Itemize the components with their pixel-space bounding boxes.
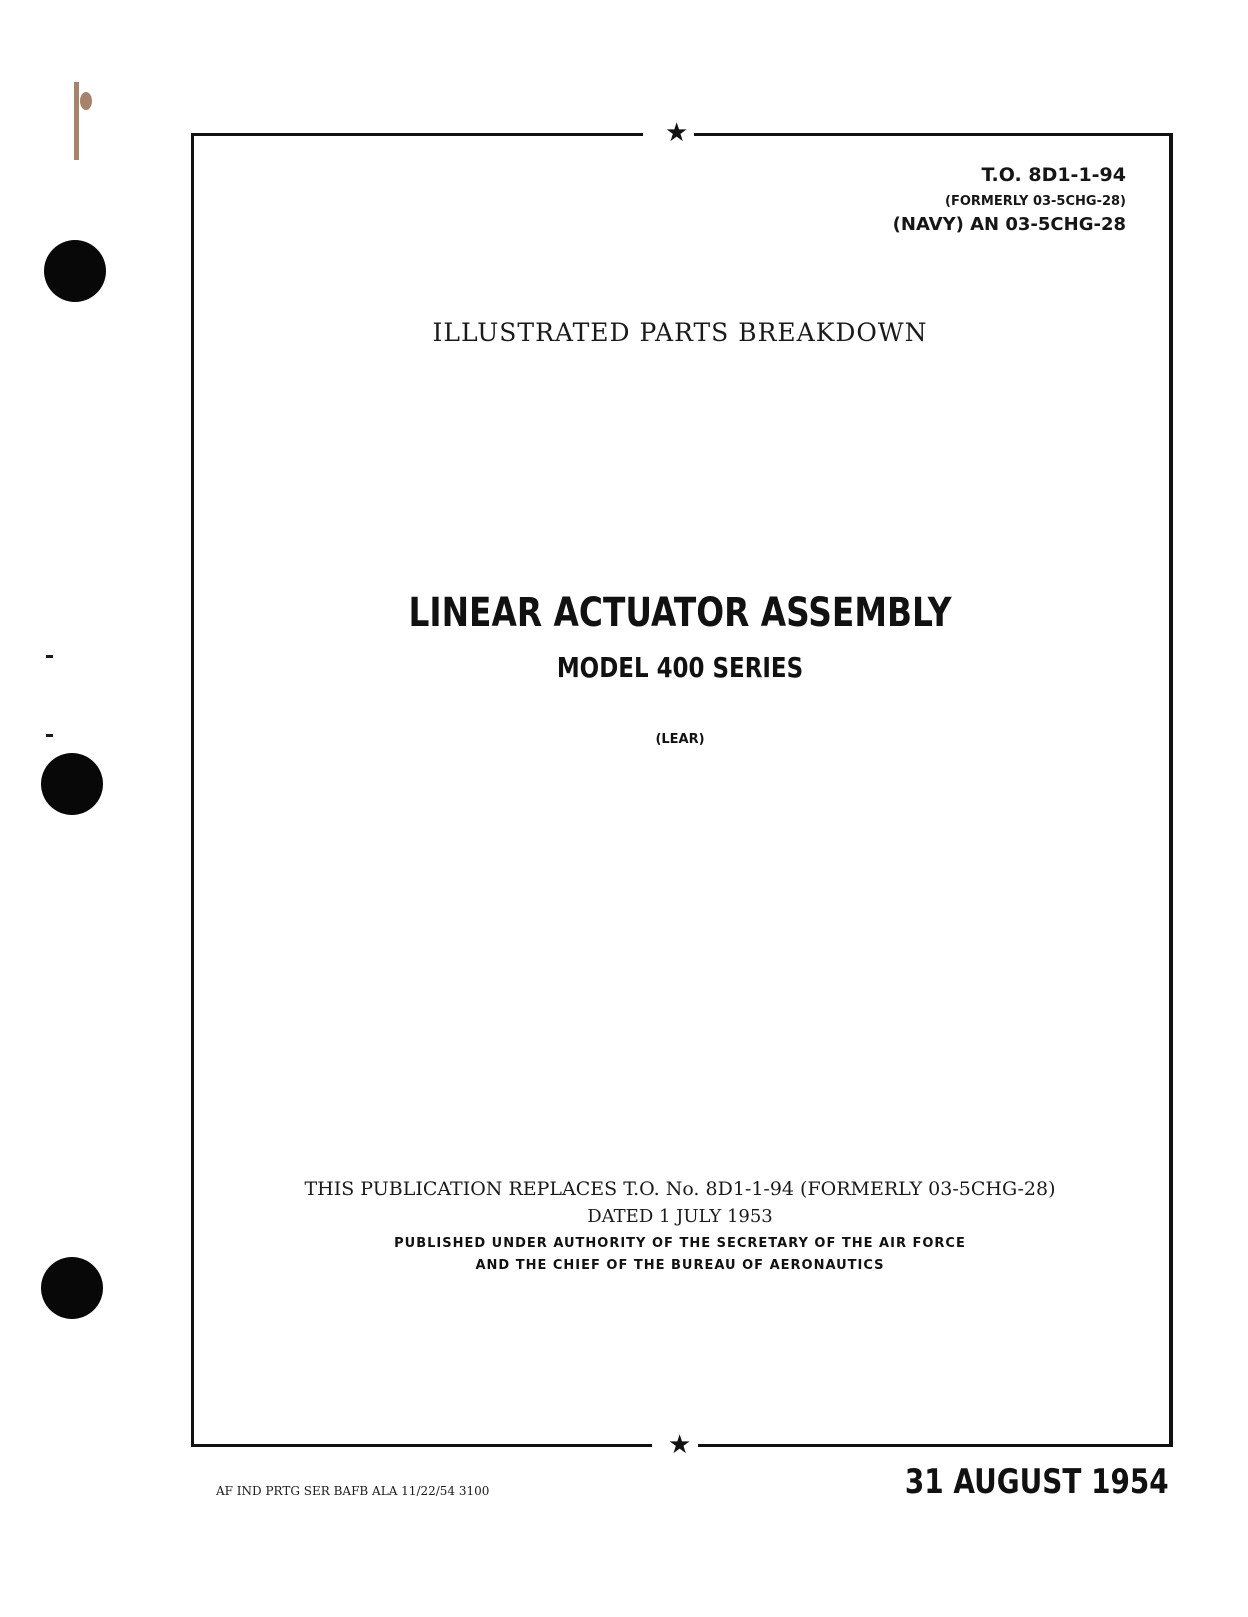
frame-bottom-line-left: [191, 1444, 652, 1447]
frame-star-bottom: ★: [668, 1430, 692, 1460]
authority-line-2: AND THE CHIEF OF THE BUREAU OF AERONAUTICS: [475, 1258, 885, 1273]
replacement-date: DATED 1 JULY 1953: [587, 1206, 773, 1227]
frame-star-top: ★: [665, 118, 689, 148]
binder-hole-middle: [41, 753, 103, 815]
authority-line-1: PUBLISHED UNDER AUTHORITY OF THE SECRETARY OF THE AIR FORCE: [394, 1236, 966, 1251]
edge-mark: [46, 655, 53, 658]
binder-hole-top: [44, 240, 106, 302]
printing-code: AF IND PRTG SER BAFB ALA 11/22/54 3100: [216, 1484, 490, 1498]
former-number: (FORMERLY 03-5CHG-28): [945, 194, 1126, 209]
publication-date: 31 AUGUST 1954: [905, 1462, 1169, 1502]
navy-number: (NAVY) AN 03-5CHG-28: [892, 214, 1126, 235]
document-number-block: [893, 166, 1126, 234]
replacement-notice: THIS PUBLICATION REPLACES T.O. No. 8D1-1-94 (FORMERLY 03-5CHG-28): [304, 1178, 1056, 1200]
publication-type-title: ILLUSTRATED PARTS BREAKDOWN: [432, 318, 928, 347]
manufacturer-label: (LEAR): [655, 732, 705, 747]
binder-hole-bottom: [41, 1257, 103, 1319]
frame-top-line-right: [694, 133, 1173, 136]
edge-mark: [46, 734, 53, 737]
main-title: LINEAR ACTUATOR ASSEMBLY: [408, 590, 952, 636]
sub-title: MODEL 400 SERIES: [556, 651, 804, 684]
frame-bottom-line-right: [698, 1444, 1173, 1447]
technical-order-number: T.O. 8D1-1-94: [981, 164, 1126, 186]
page-stain: [74, 82, 79, 160]
page-stain: [80, 92, 92, 110]
frame-top-line-left: [191, 133, 643, 136]
